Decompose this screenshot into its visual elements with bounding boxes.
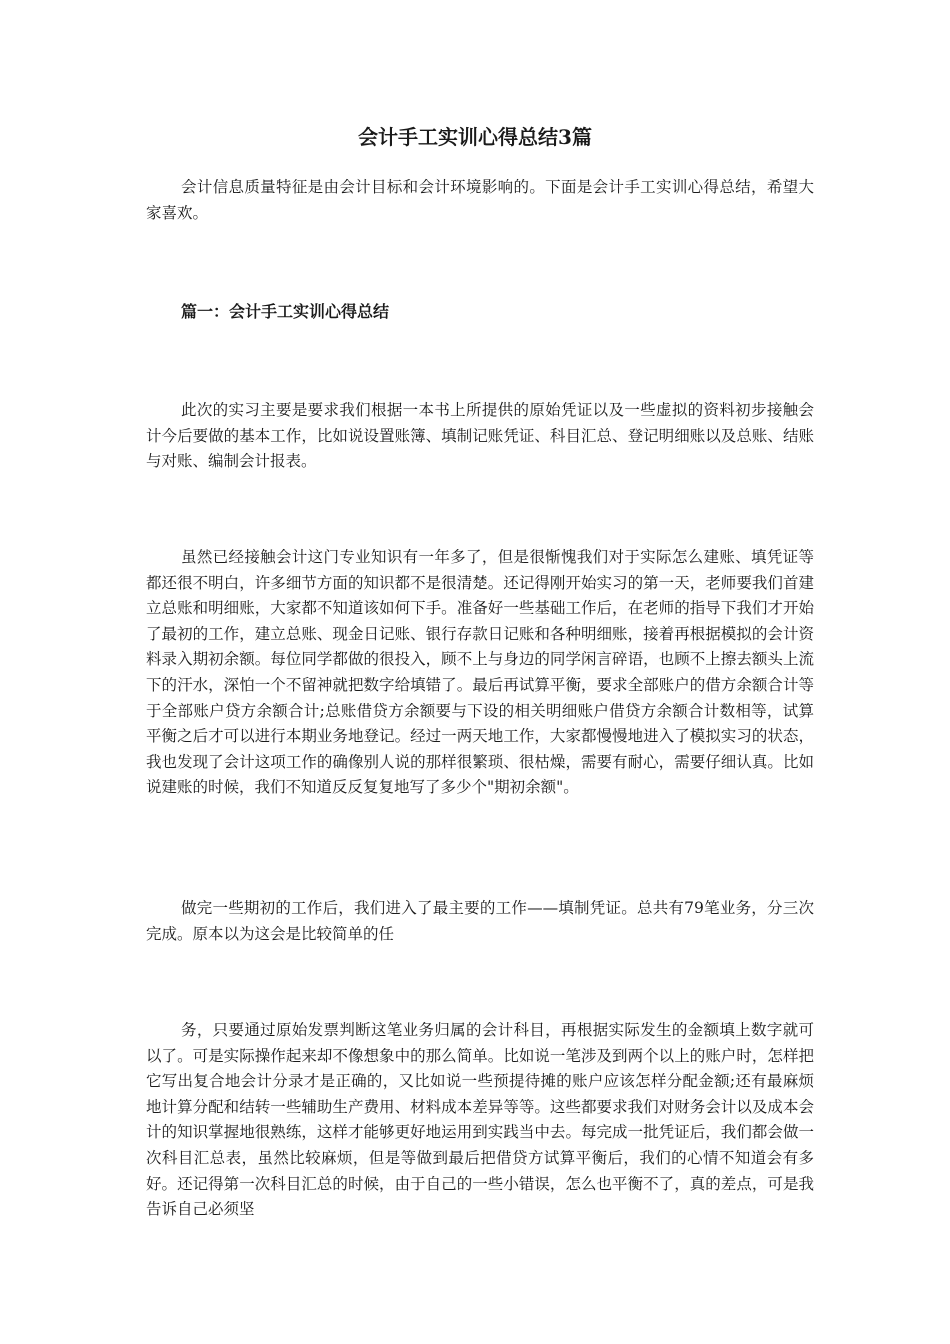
body-paragraph: 做完一些期初的工作后，我们进入了最主要的工作——填制凭证。总共有79笔业务，分三次完成。原本以为这会是比较简单的任 [146,899,814,943]
document-title: 会计手工实训心得总结3篇 [358,125,592,149]
section-heading: 篇一：会计手工实训心得总结 [181,302,390,321]
intro-paragraph: 会计信息质量特征是由会计目标和会计环境影响的。下面是会计手工实训心得总结，希望大家喜欢。 [146,178,814,222]
body-paragraph: 虽然已经接触会计这门专业知识有一年多了，但是很惭愧我们对于实际怎么建账、填凭证等都还很不明白，许多细节方面的知识都不是很清楚。还记得刚开始实习的第一天，老师要我们首建立总账和明细账，大家都不知道该如何下手。准备好一些基础工作后，在老师的指导下我们才开始了最初的工作，建立总账、现金日记账、银行存款日记账和各种明细账，接着再根据模拟的会计资料录入期初余额。每位同学都做的很投入，顾不上与身边的同学闲言碎语，也顾不上擦去额头上流下的汗水，深怕一个不留神就把数字给填错了。最后再试算平衡，要求全部账户的借方余额合计等于全部账户贷方余额合计;总账借贷方余额要与下设的相关明细账户借贷方余额合计数相等，试算平衡之后才可以进行本期业务地登记。经过一两天地工作，大家都慢慢地进入了模拟实习的状态，我也发现了会计这项工作的确像别人说的那样很繁琐、很枯燥，需要有耐心，需要仔细认真。比如说建账的时候，我们不知道反反复复地写了多少个"期初余额"。 [146,548,814,797]
body-paragraph: 务，只要通过原始发票判断这笔业务归属的会计科目，再根据实际发生的金额填上数字就可以了。可是实际操作起来却不像想象中的那么简单。比如说一笔涉及到两个以上的账户时，怎样把它写出复合地会计分录才是正确的，又比如说一些预提待摊的账户应该怎样分配金额;还有最麻烦地计算分配和结转一些辅助生产费用、材料成本差异等等。这些都要求我们对财务会计以及成本会计的知识掌握地很熟练，这样才能够更好地运用到实践当中去。每完成一批凭证后，我们都会做一次科目汇总表，虽然比较麻烦，但是等做到最后把借贷方试算平衡后，我们的心情不知道会有多好。还记得第一次科目汇总的时候，由于自己的一些小错误，怎么也平衡不了，真的差点，可是我告诉自己必须坚 [146,1021,814,1219]
body-paragraph: 此次的实习主要是要求我们根据一本书上所提供的原始凭证以及一些虚拟的资料初步接触会计今后要做的基本工作，比如说设置账簿、填制记账凭证、科目汇总、登记明细账以及总账、结账与对账、编制会计报表。 [146,401,814,471]
